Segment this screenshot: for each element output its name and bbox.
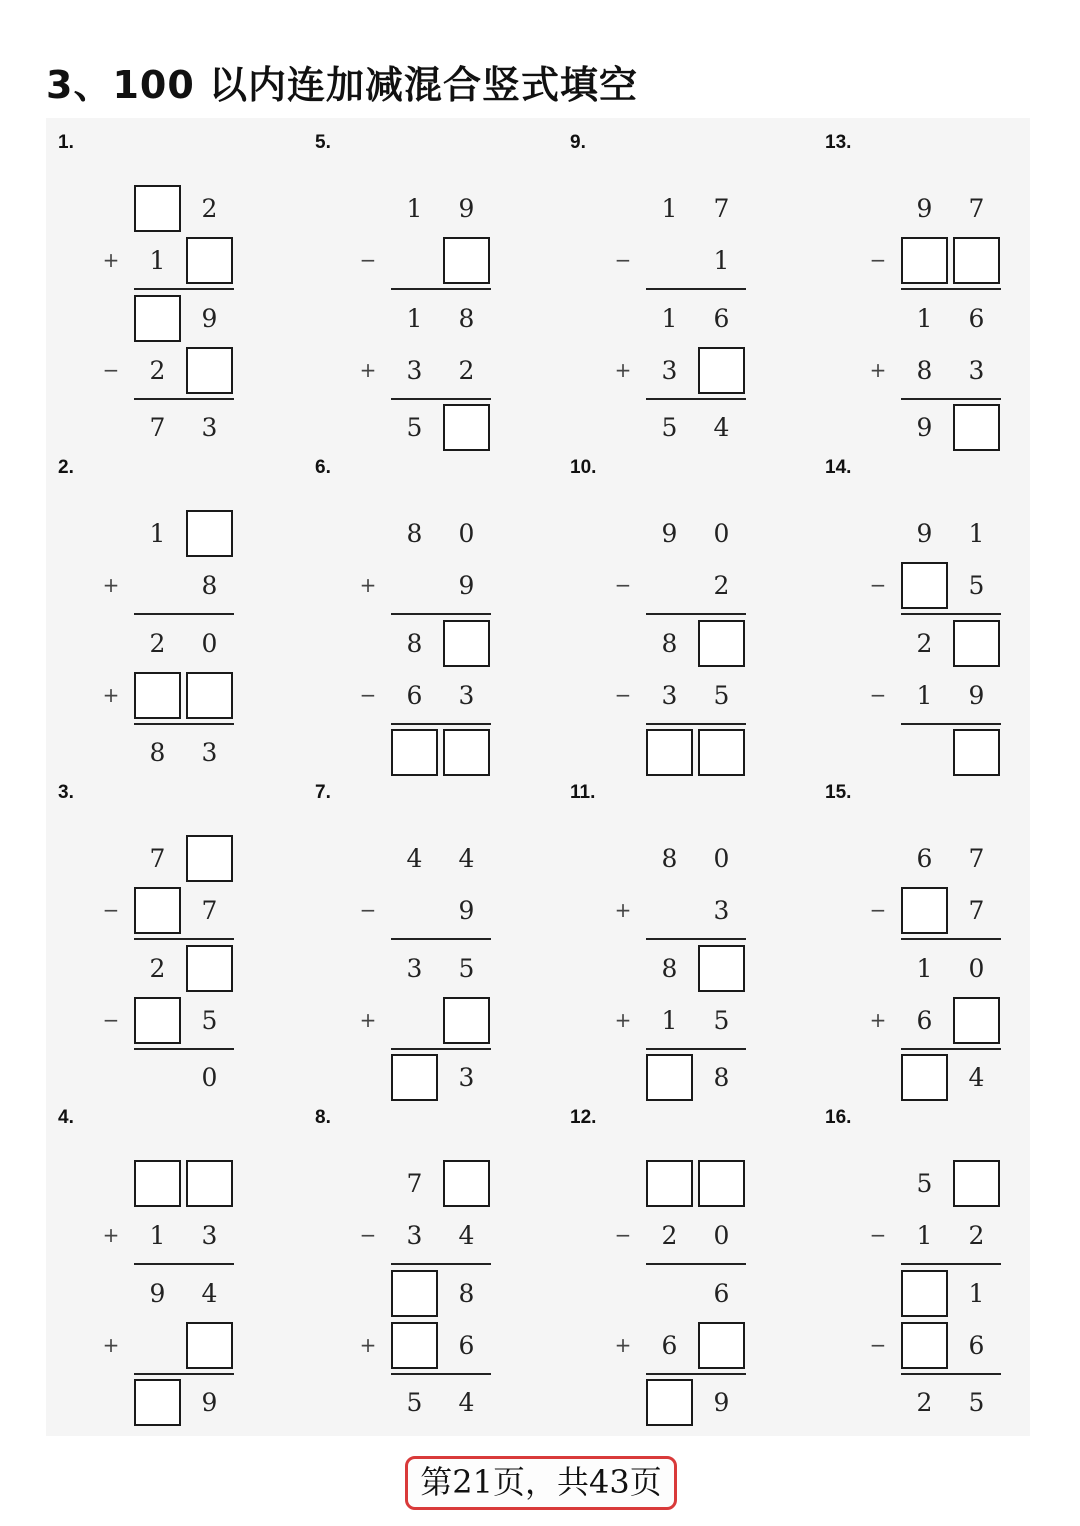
sum-line-1 [901, 613, 1001, 615]
digit: 5 [201, 1006, 218, 1035]
digit: 5 [713, 1006, 730, 1035]
digit: 8 [201, 571, 218, 600]
problem-3 [46, 768, 301, 1093]
answer-box[interactable] [186, 510, 233, 557]
digit [134, 1322, 181, 1369]
digit: 2 [713, 571, 730, 600]
digit: 6 [968, 1331, 985, 1360]
answer-box[interactable] [901, 1322, 948, 1369]
answer-box[interactable] [443, 620, 490, 667]
digit: 1 [149, 519, 166, 548]
answer-box[interactable] [901, 1270, 948, 1317]
digit: 1 [713, 246, 730, 275]
digit: 0 [713, 844, 730, 873]
digit: 6 [916, 1006, 933, 1035]
digit: 3 [458, 1063, 475, 1092]
digit: 5 [968, 1388, 985, 1417]
operator-sign-2: − [359, 683, 377, 707]
sum-line-2 [391, 1373, 491, 1375]
problem-9 [558, 118, 813, 443]
sum-line-1 [134, 613, 234, 615]
digit: 7 [968, 194, 985, 223]
sum-line-1 [901, 288, 1001, 290]
operator-sign-1: − [359, 248, 377, 272]
digit: 2 [149, 629, 166, 658]
sum-line-1 [391, 613, 491, 615]
operator-sign-1: − [614, 248, 632, 272]
answer-box[interactable] [134, 997, 181, 1044]
digit: 9 [458, 896, 475, 925]
digit: 2 [661, 1221, 678, 1250]
digit: 6 [406, 681, 423, 710]
digit: 1 [406, 194, 423, 223]
answer-box[interactable] [134, 672, 181, 719]
digit: 3 [406, 1221, 423, 1250]
digit: 7 [968, 896, 985, 925]
sum-line-2 [391, 1048, 491, 1050]
digit: 8 [661, 629, 678, 658]
operator-sign-1: + [102, 1223, 120, 1247]
digit [646, 887, 693, 934]
sum-line-2 [646, 1048, 746, 1050]
digit [646, 562, 693, 609]
digit: 5 [406, 413, 423, 442]
sum-line-1 [901, 938, 1001, 940]
answer-box[interactable] [698, 1160, 745, 1207]
answer-box[interactable] [698, 1322, 745, 1369]
sum-line-2 [134, 723, 234, 725]
digit: 3 [201, 413, 218, 442]
sum-line-2 [391, 723, 491, 725]
problem-6 [303, 443, 558, 768]
sum-line-2 [901, 723, 1001, 725]
problem-number: 10. [570, 457, 597, 478]
problem-number: 4. [58, 1107, 74, 1128]
answer-box[interactable] [953, 1160, 1000, 1207]
digit: 5 [713, 681, 730, 710]
operator-sign-2: + [869, 1008, 887, 1032]
operator-sign-1: − [614, 573, 632, 597]
digit: 7 [201, 896, 218, 925]
problem-number: 7. [315, 782, 331, 803]
answer-box[interactable] [186, 945, 233, 992]
answer-box[interactable] [186, 835, 233, 882]
digit: 2 [149, 954, 166, 983]
operator-sign-1: − [102, 898, 120, 922]
sum-line-1 [391, 938, 491, 940]
digit: 9 [661, 519, 678, 548]
operator-sign-2: + [614, 358, 632, 382]
digit: 2 [149, 356, 166, 385]
operator-sign-2: + [614, 1008, 632, 1032]
problem-number: 9. [570, 132, 586, 153]
digit: 2 [201, 194, 218, 223]
digit: 9 [916, 413, 933, 442]
problem-13 [813, 118, 1068, 443]
answer-box[interactable] [698, 620, 745, 667]
digit: 4 [458, 844, 475, 873]
answer-box[interactable] [953, 620, 1000, 667]
answer-box[interactable] [901, 562, 948, 609]
digit [391, 997, 438, 1044]
digit: 8 [458, 1279, 475, 1308]
digit: 3 [458, 681, 475, 710]
digit: 4 [968, 1063, 985, 1092]
digit: 1 [661, 304, 678, 333]
digit: 1 [661, 1006, 678, 1035]
operator-sign-1: − [869, 248, 887, 272]
answer-box[interactable] [186, 672, 233, 719]
digit: 0 [713, 519, 730, 548]
operator-sign-2: − [102, 358, 120, 382]
problem-16 [813, 1093, 1068, 1418]
operator-sign-2: + [359, 1008, 377, 1032]
sum-line-2 [134, 1373, 234, 1375]
digit: 6 [458, 1331, 475, 1360]
sum-line-2 [134, 398, 234, 400]
operator-sign-2: − [614, 683, 632, 707]
digit: 2 [968, 1221, 985, 1250]
problem-number: 1. [58, 132, 74, 153]
problem-15 [813, 768, 1068, 1093]
digit: 4 [406, 844, 423, 873]
operator-sign-1: + [614, 898, 632, 922]
digit: 7 [968, 844, 985, 873]
digit: 4 [458, 1221, 475, 1250]
operator-sign-2: + [359, 358, 377, 382]
digit: 9 [916, 194, 933, 223]
digit: 9 [713, 1388, 730, 1417]
digit [391, 562, 438, 609]
answer-box[interactable] [186, 1322, 233, 1369]
sum-line-1 [646, 938, 746, 940]
digit: 4 [713, 413, 730, 442]
sum-line-1 [134, 938, 234, 940]
operator-sign-2: + [102, 1333, 120, 1357]
digit: 4 [458, 1388, 475, 1417]
operator-sign-2: + [359, 1333, 377, 1357]
digit: 3 [713, 896, 730, 925]
digit: 2 [916, 1388, 933, 1417]
digit: 8 [149, 738, 166, 767]
digit: 7 [149, 413, 166, 442]
digit: 5 [406, 1388, 423, 1417]
operator-sign-2: − [869, 1333, 887, 1357]
answer-box[interactable] [698, 945, 745, 992]
problem-number: 5. [315, 132, 331, 153]
problem-number: 14. [825, 457, 852, 478]
operator-sign-1: − [359, 1223, 377, 1247]
operator-sign-1: + [102, 248, 120, 272]
digit: 6 [713, 1279, 730, 1308]
sum-line-2 [391, 398, 491, 400]
sum-line-1 [901, 1263, 1001, 1265]
digit: 1 [406, 304, 423, 333]
digit: 9 [201, 1388, 218, 1417]
sum-line-2 [646, 398, 746, 400]
problem-11 [558, 768, 813, 1093]
problem-14 [813, 443, 1068, 768]
digit: 9 [968, 681, 985, 710]
problem-number: 2. [58, 457, 74, 478]
digit: 0 [968, 954, 985, 983]
answer-box[interactable] [953, 237, 1000, 284]
sum-line-1 [134, 288, 234, 290]
operator-sign-1: − [869, 898, 887, 922]
problem-number: 8. [315, 1107, 331, 1128]
sum-line-1 [646, 613, 746, 615]
digit: 8 [916, 356, 933, 385]
answer-box[interactable] [186, 1160, 233, 1207]
digit: 3 [661, 356, 678, 385]
digit: 5 [458, 954, 475, 983]
digit: 8 [661, 844, 678, 873]
sum-line-1 [391, 1263, 491, 1265]
digit: 1 [661, 194, 678, 223]
digit: 5 [661, 413, 678, 442]
digit [391, 237, 438, 284]
sum-line-2 [646, 723, 746, 725]
digit [391, 887, 438, 934]
page-title: 3、100 以内连加减混合竖式填空 [46, 63, 638, 107]
answer-box[interactable] [134, 1160, 181, 1207]
answer-box[interactable] [698, 347, 745, 394]
problem-10 [558, 443, 813, 768]
digit: 5 [916, 1169, 933, 1198]
digit: 1 [916, 1221, 933, 1250]
digit: 3 [201, 738, 218, 767]
digit: 2 [458, 356, 475, 385]
answer-box[interactable] [134, 295, 181, 342]
answer-box[interactable] [901, 887, 948, 934]
answer-box[interactable] [391, 1270, 438, 1317]
problem-number: 16. [825, 1107, 852, 1128]
digit: 5 [968, 571, 985, 600]
operator-sign-1: − [359, 898, 377, 922]
digit: 8 [713, 1063, 730, 1092]
digit: 9 [458, 571, 475, 600]
digit: 1 [149, 246, 166, 275]
answer-box[interactable] [391, 1322, 438, 1369]
sum-line-2 [901, 398, 1001, 400]
answer-box[interactable] [134, 887, 181, 934]
digit: 7 [149, 844, 166, 873]
problem-number: 13. [825, 132, 852, 153]
problem-number: 6. [315, 457, 331, 478]
digit: 3 [406, 954, 423, 983]
problem-number: 12. [570, 1107, 597, 1128]
digit: 2 [916, 629, 933, 658]
digit: 9 [458, 194, 475, 223]
sum-line-1 [646, 288, 746, 290]
problem-8 [303, 1093, 558, 1418]
sum-line-2 [134, 1048, 234, 1050]
sum-line-1 [134, 1263, 234, 1265]
digit: 6 [916, 844, 933, 873]
answer-box[interactable] [443, 1160, 490, 1207]
digit: 8 [406, 629, 423, 658]
digit: 7 [406, 1169, 423, 1198]
problem-1 [46, 118, 301, 443]
digit: 1 [968, 519, 985, 548]
operator-sign-1: − [614, 1223, 632, 1247]
digit: 9 [916, 519, 933, 548]
digit: 8 [406, 519, 423, 548]
digit: 6 [713, 304, 730, 333]
operator-sign-2: − [102, 1008, 120, 1032]
operator-sign-1: + [359, 573, 377, 597]
digit [134, 562, 181, 609]
digit: 8 [661, 954, 678, 983]
digit: 3 [968, 356, 985, 385]
page-indicator: 第21页，共43页 [405, 1456, 677, 1510]
digit: 0 [713, 1221, 730, 1250]
digit: 0 [201, 1063, 218, 1092]
digit: 1 [916, 681, 933, 710]
operator-sign-2: + [102, 683, 120, 707]
digit: 1 [916, 954, 933, 983]
digit: 8 [458, 304, 475, 333]
operator-sign-1: − [869, 573, 887, 597]
sum-line-1 [391, 288, 491, 290]
digit: 6 [968, 304, 985, 333]
operator-sign-2: + [614, 1333, 632, 1357]
worksheet-area [46, 118, 1030, 1436]
problem-2 [46, 443, 301, 768]
digit: 0 [458, 519, 475, 548]
answer-box[interactable] [953, 997, 1000, 1044]
digit: 1 [149, 1221, 166, 1250]
operator-sign-2: + [869, 358, 887, 382]
digit: 9 [149, 1279, 166, 1308]
answer-box[interactable] [134, 1379, 181, 1426]
digit: 1 [916, 304, 933, 333]
problem-7 [303, 768, 558, 1093]
answer-box[interactable] [186, 347, 233, 394]
digit [646, 237, 693, 284]
digit: 1 [968, 1279, 985, 1308]
digit [646, 1270, 693, 1317]
answer-box[interactable] [646, 1379, 693, 1426]
sum-line-2 [646, 1373, 746, 1375]
operator-sign-2: − [869, 683, 887, 707]
answer-box[interactable] [134, 185, 181, 232]
answer-box[interactable] [646, 1160, 693, 1207]
sum-line-1 [646, 1263, 746, 1265]
problem-4 [46, 1093, 301, 1418]
digit: 4 [201, 1279, 218, 1308]
digit: 3 [201, 1221, 218, 1250]
digit: 0 [201, 629, 218, 658]
problem-5 [303, 118, 558, 443]
digit: 6 [661, 1331, 678, 1360]
digit: 9 [201, 304, 218, 333]
answer-box[interactable] [901, 237, 948, 284]
digit: 3 [661, 681, 678, 710]
problem-number: 11. [570, 782, 596, 803]
digit: 7 [713, 194, 730, 223]
sum-line-2 [901, 1048, 1001, 1050]
answer-box[interactable] [443, 997, 490, 1044]
sum-line-2 [901, 1373, 1001, 1375]
problem-12 [558, 1093, 813, 1418]
problem-number: 15. [825, 782, 852, 803]
operator-sign-1: + [102, 573, 120, 597]
digit: 3 [406, 356, 423, 385]
answer-box[interactable] [443, 237, 490, 284]
operator-sign-1: − [869, 1223, 887, 1247]
problem-number: 3. [58, 782, 74, 803]
answer-box[interactable] [186, 237, 233, 284]
